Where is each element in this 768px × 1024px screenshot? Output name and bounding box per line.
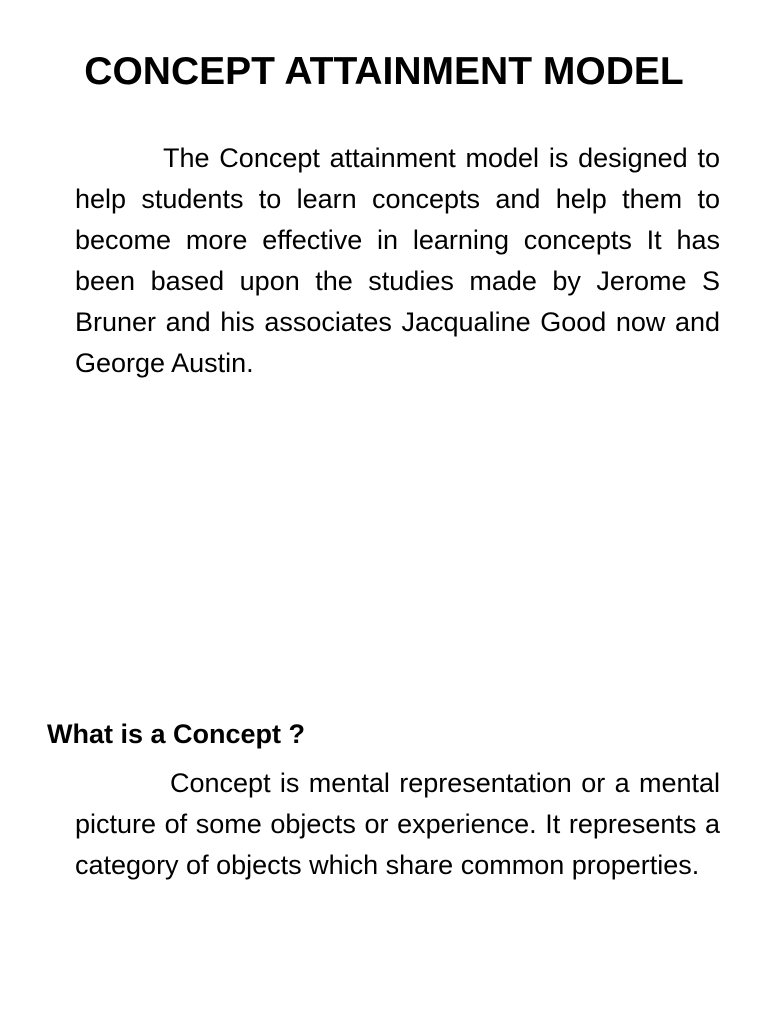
concept-definition-paragraph: Concept is mental representation or a mental picture of some objects or experience. It represents a category of objects which share common properties. <box>75 768 720 880</box>
slide-title: CONCEPT ATTAINMENT MODEL <box>84 50 684 93</box>
intro-paragraph: The Concept attainment model is designed to help students to learn concepts and help them to become more effective in learning concepts It has been based upon the studies made by Jerome S Bruner and his associates Jacqualine Good now and George Austin. <box>75 143 720 378</box>
section-heading: What is a Concept ? <box>47 719 306 749</box>
